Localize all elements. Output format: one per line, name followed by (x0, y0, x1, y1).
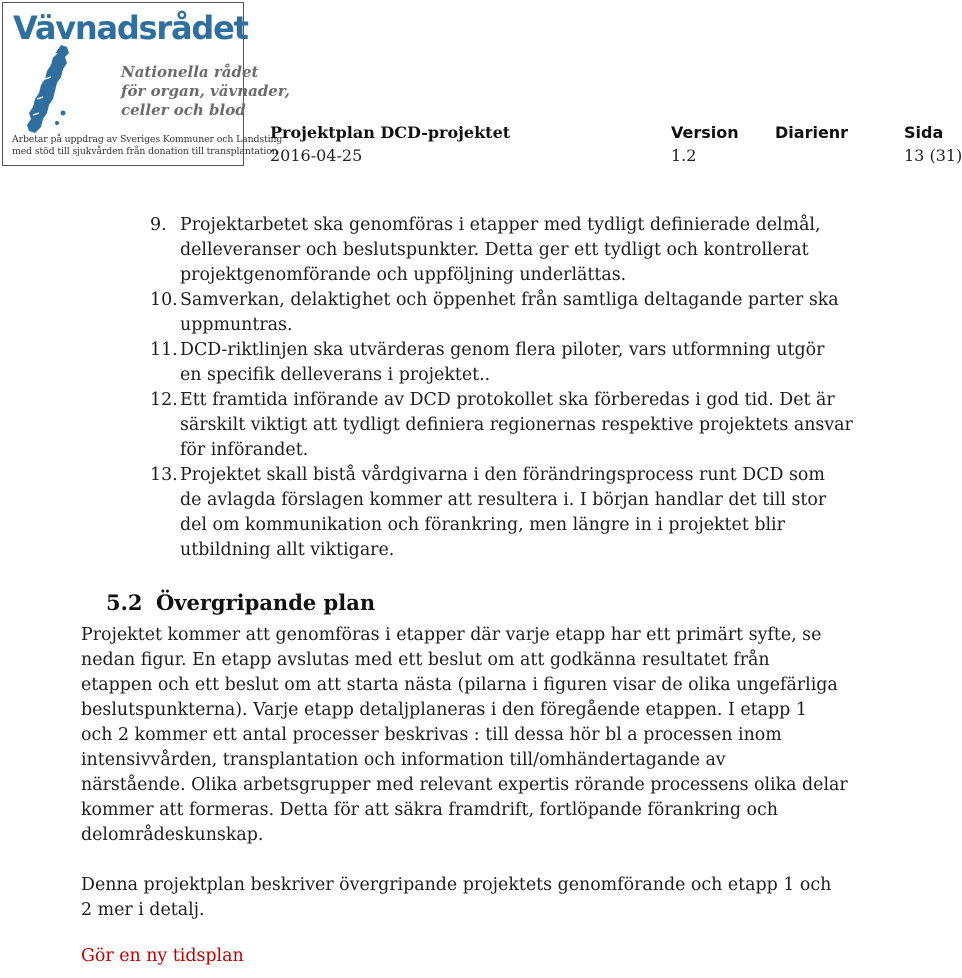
logo-subtitle-line: Nationella rådet (121, 63, 259, 81)
list-item-line: Ett framtida införande av DCD protokollet ska förberedas i god tid. Det är (180, 390, 835, 410)
version-label: Version (671, 123, 739, 142)
paragraph-line: 2 mer i detalj. (81, 900, 205, 920)
list-item-number: 13. (150, 465, 178, 485)
logo-tagline (12, 134, 283, 158)
list-item (152, 288, 922, 338)
document-title: Projektplan DCD-projektet (270, 123, 511, 142)
logo-title: Vävnadsrådet (13, 9, 248, 47)
paragraph-line: närstående. Olika arbetsgrupper med relevant expertis rörande processens olika delar (81, 775, 848, 795)
logo-subtitle-line: för organ, vävnader, (121, 82, 290, 100)
list-item-number: 9. (150, 215, 167, 235)
vavnadsradet-logo (2, 2, 290, 166)
paragraph-line: Denna projektplan beskriver övergripande projektets genomförande och etapp 1 och (81, 875, 832, 895)
section-title: Övergripande plan (156, 590, 376, 615)
paragraph-line: nedan figur. En etapp avslutas med ett beslut om att godkänna resultatet från (81, 650, 770, 670)
logo-subtitle (121, 63, 290, 120)
paragraph-line: delområdeskunskap. (81, 825, 264, 845)
list-item-line: Projektarbetet ska genomföras i etapper med tydligt definierade delmål, (180, 215, 821, 235)
list-item (152, 388, 922, 463)
list-item-number: 12. (150, 390, 178, 410)
list-item-number: 11. (150, 340, 178, 360)
paragraph-line: intensivvården, transplantation och information till/omhändertagande av (81, 750, 726, 770)
list-item-line: en specifik delleverans i projektet.. (180, 365, 491, 385)
paragraph-line: beslutspunkterna). Varje etapp detaljplaneras i den föregående etappen. I etapp 1 (81, 700, 807, 720)
section-number: 5.2 (106, 590, 143, 615)
document-date: 2016-04-25 (270, 146, 363, 165)
page-label: Sida (904, 123, 944, 142)
logo-tagline-line: Arbetar på uppdrag av Sveriges Kommuner och Landsting (12, 134, 283, 145)
sweden-map-icon (17, 43, 87, 135)
paragraph-line: kommer att formeras. Detta för att säkra framdrift, fortlöpande förankring och (81, 800, 778, 820)
todo-note: Gör en ny tidsplan (81, 946, 244, 966)
paragraph (81, 873, 926, 923)
list-item-line: särskilt viktigt att tydligt definiera regionernas respektive projektets ansvar (180, 415, 853, 435)
logo-tagline-line: med stöd till sjukvården från donation till transplantation (12, 146, 278, 157)
list-item-line: de avlagda förslagen kommer att resultera i. I början handlar det till stor (180, 490, 827, 510)
version-value: 1.2 (671, 146, 697, 165)
list-item-line: Samverkan, delaktighet och öppenhet från samtliga deltagande parter ska (180, 290, 839, 310)
list-item-line: DCD-riktlinjen ska utvärderas genom flera piloter, vars utformning utgör (180, 340, 825, 360)
paragraph-line: etappen och ett beslut om att starta nästa (pilarna i figuren visar de olika ungefärliga (81, 675, 838, 695)
paragraph-line: Projektet kommer att genomföras i etapper där varje etapp har ett primärt syfte, se (81, 625, 822, 645)
list-item (152, 463, 922, 563)
list-item-line: projektgenomförande och uppföljning underlättas. (180, 265, 627, 285)
list-item-line: delleveranser och beslutspunkter. Detta ger ett tydligt och kontrollerat (180, 240, 809, 260)
paragraph (81, 623, 926, 848)
list-item-number: 10. (150, 290, 178, 310)
list-item-line: för införandet. (180, 440, 309, 460)
paragraph-line: och 2 kommer ett antal processer beskrivas : till dessa hör bl a processen inom (81, 725, 782, 745)
page-number: 13 (31) (904, 146, 962, 165)
list-item-line: del om kommunikation och förankring, men längre in i projektet blir (180, 515, 785, 535)
list-item (152, 213, 922, 288)
list-item (152, 338, 922, 388)
diarienr-label: Diarienr (775, 123, 849, 142)
list-item-line: utbildning allt viktigare. (180, 540, 395, 560)
list-item-line: uppmuntras. (180, 315, 293, 335)
section-heading (106, 590, 375, 615)
logo-subtitle-line: celler och blod (121, 101, 246, 119)
list-item-line: Projektet skall bistå vårdgivarna i den förändringsprocess runt DCD som (180, 465, 825, 485)
